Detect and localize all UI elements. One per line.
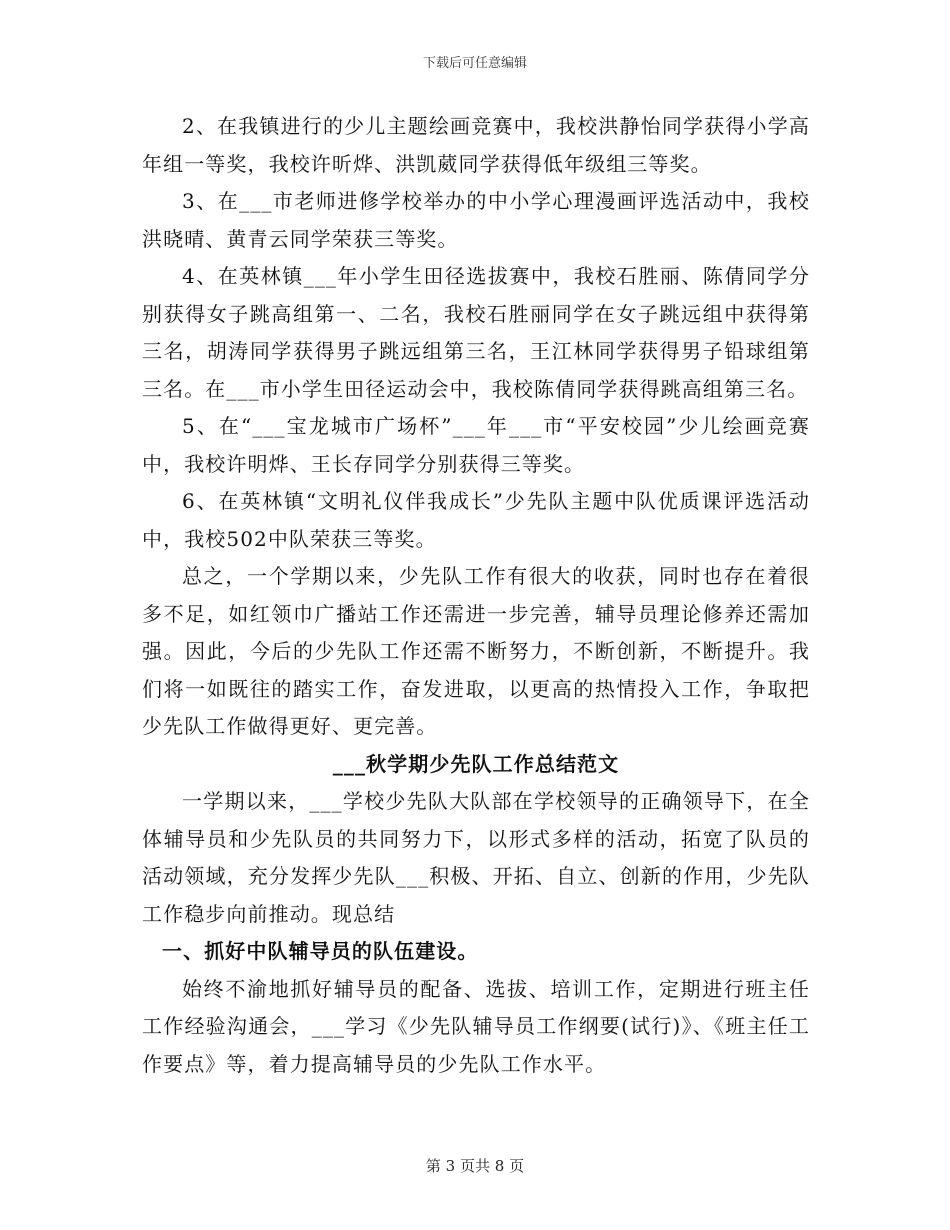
paragraph-award-2: 2、在我镇进行的少儿主题绘画竞赛中，我校洪静怡同学获得小学高年组一等奖，我校许昕烨、洪凯葳同学获得低年级组三等奖。	[142, 114, 810, 176]
paragraph-award-5: 5、在“___宝龙城市广场杯”___年___市“平安校园”少儿绘画竞赛中，我校许明烨、王长存同学分别获得三等奖。	[142, 414, 810, 476]
paragraph-award-4: 4、在英林镇___年小学生田径选拔赛中，我校石胜丽、陈倩同学分别获得女子跳高组第一、二名，我校石胜丽同学在女子跳远组中获得第三名，胡涛同学获得男子跳远组第三名，王江林同学获得男子铅球组第三名。在___市小学生田径运动会中，我校陈倩同学获得跳高组第三名。	[142, 264, 810, 401]
paragraph-award-3: 3、在___市老师进修学校举办的中小学心理漫画评选活动中，我校洪晓晴、黄青云同学荣获三等奖。	[142, 189, 810, 251]
paragraph-intro: 一学期以来，___学校少先队大队部在学校领导的正确领导下，在全体辅导员和少先队员的共同努力下，以形式多样的活动，拓宽了队员的活动领域，充分发挥少先队___积极、开拓、自立、创新的作用，少先队工作稳步向前推动。现总结	[142, 789, 810, 926]
page-number: 第 3 页共 8 页	[425, 1157, 525, 1175]
subsection-heading: 一、抓好中队辅导员的队伍建设。	[162, 939, 479, 963]
page-header-note: 下载后可任意编辑	[422, 56, 527, 71]
paragraph-summary: 总之，一个学期以来，少先队工作有很大的收获，同时也存在着很多不足，如红领巾广播站工作还需进一步完善，辅导员理论修养还需加强。因此，今后的少先队工作还需不断努力，不断创新，不断提升。我们将一如既往的踏实工作，奋发进取，以更高的热情投入工作，争取把少先队工作做得更好、更完善。	[142, 564, 810, 738]
paragraph-award-6: 6、在英林镇“文明礼仪伴我成长”少先队主题中队优质课评选活动中，我校502中队荣获三等奖。	[142, 489, 810, 551]
section-title: ___秋学期少先队工作总结范文	[332, 751, 620, 776]
paragraph-subsection-body: 始终不渝地抓好辅导员的配备、选拔、培训工作，定期进行班主任工作经验沟通会，___学习《少先队辅导员工作纲要(试行)》、《班主任工作要点》等，着力提高辅导员的少先队工作水平。	[142, 976, 810, 1076]
document-body	[142, 108, 810, 1083]
